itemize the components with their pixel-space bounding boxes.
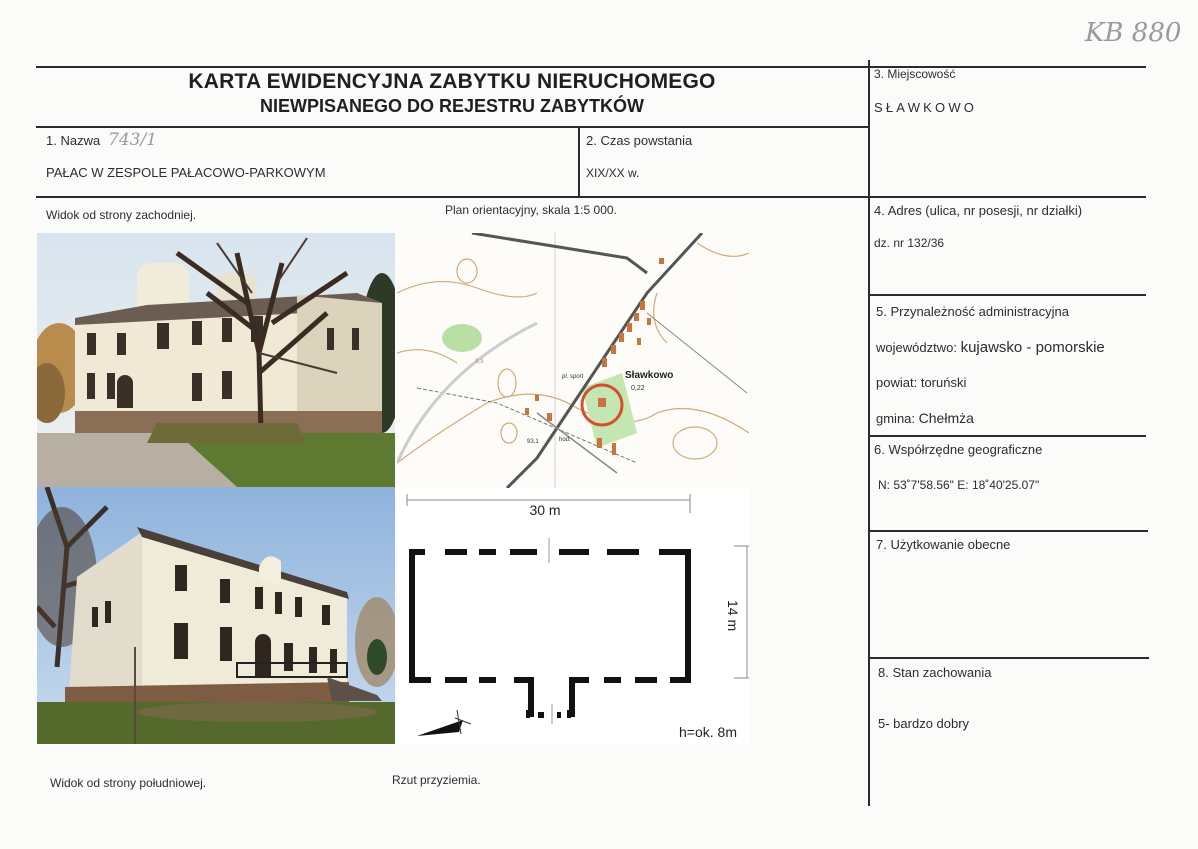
voivodeship-label: województwo:	[876, 340, 957, 355]
field-address-value: dz. nr 132/36	[874, 236, 945, 250]
field-name-value: PAŁAC W ZESPOLE PAŁACOWO-PARKOWYM	[46, 165, 326, 180]
field-date-value: XIX/XX w.	[586, 166, 640, 180]
topographic-map	[397, 233, 749, 488]
document-subtitle: NIEWPISANEGO DO REJESTRU ZABYTKÓW	[259, 96, 645, 116]
map-label-spot: 93,1	[527, 439, 539, 445]
voivodeship-value: kujawsko - pomorskie	[960, 339, 1105, 356]
title-bottom-rule	[36, 126, 868, 128]
photo-west-view	[37, 233, 395, 487]
field-locality-value: SŁAWKOWO	[874, 100, 978, 115]
county-label: powiat:	[876, 375, 918, 390]
map-label-sport: pl. sport	[562, 374, 584, 380]
caption-west-view: Widok od strony zachodniej.	[46, 208, 197, 222]
field-usage-label: 7. Użytkowanie obecne	[876, 537, 1011, 552]
floor-plan-depth: 14 m	[725, 600, 741, 632]
floor-plan-width: 30 m	[529, 502, 561, 518]
handwritten-reference: KB 880	[1085, 18, 1182, 48]
map-label-hod: hod.	[559, 437, 571, 443]
field-voivodeship	[876, 339, 1105, 356]
document-title: KARTA EWIDENCYJNA ZABYTKU NIERUCHOMEGO	[188, 70, 716, 93]
county-value: toruński	[920, 375, 967, 390]
address-bottom-rule	[868, 294, 1146, 296]
site-plan-map	[397, 233, 749, 488]
field-condition-value: 5- bardzo dobry	[878, 716, 970, 731]
field-address-label: 4. Adres (ulica, nr posesji, nr działki)	[874, 203, 1083, 218]
field-locality-label: 3. Miejscowość	[874, 67, 956, 81]
field-name-handwritten: 743/1	[108, 130, 157, 150]
floor-plan-drawing	[397, 488, 749, 744]
field-coords-value: N: 53˚7'58.56" E: 18˚40'25.07"	[878, 478, 1040, 492]
field-condition-label: 8. Stan zachowania	[878, 665, 992, 680]
municipality-value: Chełmża	[918, 410, 974, 426]
caption-floor-plan: Rzut przyziemia.	[392, 773, 481, 787]
palace-west-photo	[37, 233, 395, 487]
floor-plan-svg	[397, 488, 749, 744]
floor-plan-height: h=ok. 8m	[679, 724, 737, 740]
usage-bottom-rule	[868, 657, 1149, 659]
field-municipality	[876, 410, 974, 426]
caption-site-plan: Plan orientacyjny, skala 1:5 000.	[445, 203, 617, 217]
map-place-name: Sławkowo	[625, 370, 674, 381]
map-place-sub: 0,22	[631, 385, 645, 392]
caption-south-view: Widok od strony południowej.	[50, 776, 207, 790]
palace-south-photo	[37, 487, 395, 744]
photo-south-view	[37, 487, 395, 744]
name-bottom-rule	[36, 196, 1146, 198]
coords-bottom-rule	[868, 530, 1148, 532]
field-coords-label: 6. Współrzędne geograficzne	[874, 442, 1043, 457]
field-name-label: 1. Nazwa	[46, 133, 101, 148]
map-label-hill: 3,3	[475, 359, 484, 365]
name-date-divider	[578, 126, 580, 197]
field-admin-label: 5. Przynależność administracyjna	[876, 304, 1069, 319]
admin-bottom-rule	[868, 435, 1146, 437]
north-arrow-icon	[417, 720, 463, 736]
municipality-label: gmina:	[876, 411, 916, 426]
field-date-label: 2. Czas powstania	[586, 133, 693, 148]
top-rule	[36, 66, 1146, 68]
right-column-divider	[868, 60, 870, 806]
field-county	[876, 375, 966, 390]
